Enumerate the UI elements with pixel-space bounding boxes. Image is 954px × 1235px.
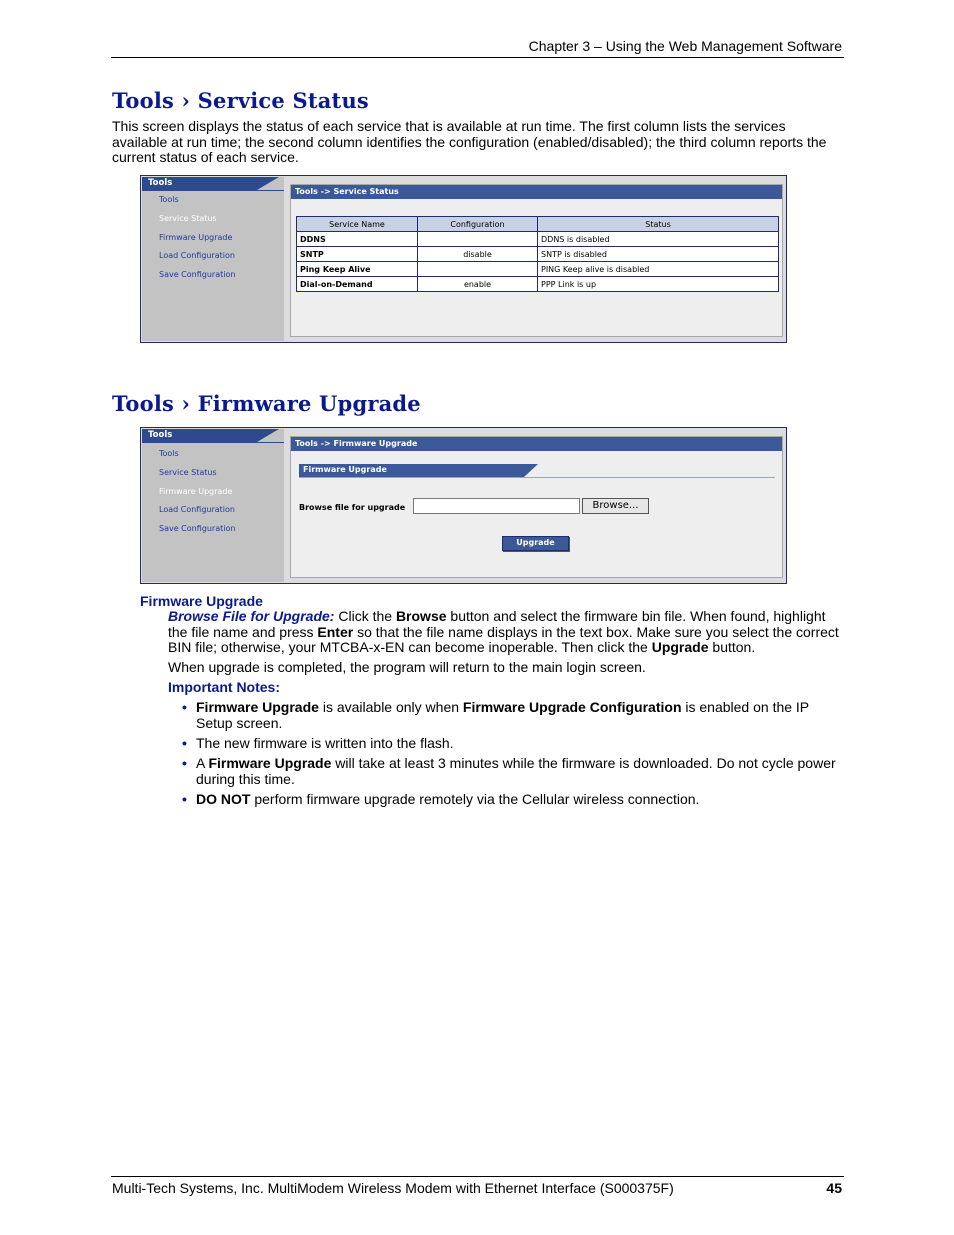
bullet-icon: • bbox=[182, 735, 187, 751]
section-heading-service-status: Tools › Service Status bbox=[112, 88, 369, 113]
file-path-input[interactable] bbox=[413, 498, 580, 514]
firmware-upgrade-screenshot bbox=[140, 427, 787, 584]
table-row: Ping Keep Alive PING Keep alive is disabled bbox=[297, 262, 779, 277]
section-heading-firmware-upgrade: Tools › Firmware Upgrade bbox=[112, 391, 421, 416]
nav-item-tools[interactable]: Tools bbox=[159, 195, 179, 204]
bullet-icon: • bbox=[182, 791, 187, 807]
table-header: Configuration bbox=[418, 217, 538, 232]
important-notes-heading: Important Notes: bbox=[168, 679, 280, 695]
content-title-bar: Tools -> Firmware Upgrade bbox=[291, 437, 782, 451]
service-status-screenshot bbox=[140, 175, 787, 343]
list-item: • The new firmware is written into the flash. bbox=[182, 735, 454, 751]
service-status-table bbox=[296, 216, 779, 292]
completion-paragraph: When upgrade is completed, the program will return to the main login screen. bbox=[168, 659, 646, 675]
service-status-description: This screen displays the status of each service that is available at run time. The first column lists the services available at run time; the second column identifies the configuration (enabled/disabled); the third column reports the current status of each service. bbox=[112, 118, 827, 166]
bullet-icon: • bbox=[182, 699, 187, 715]
nav-item-firmware-upgrade[interactable]: Firmware Upgrade bbox=[159, 487, 233, 496]
list-item: • Firmware Upgrade is available only when Firmware Upgrade Configuration is enabled on the IP Setup screen. bbox=[182, 699, 809, 731]
nav-item-service-status[interactable]: Service Status bbox=[159, 468, 217, 477]
nav-item-firmware-upgrade[interactable]: Firmware Upgrade bbox=[159, 233, 233, 242]
page-footer: Multi-Tech Systems, Inc. MultiModem Wireless Modem with Ethernet Interface (S000375F) bbox=[112, 1180, 674, 1196]
bullet-icon: • bbox=[182, 755, 187, 771]
page-number: 45 bbox=[826, 1180, 842, 1196]
nav-item-load-configuration[interactable]: Load Configuration bbox=[159, 251, 235, 260]
firmware-upgrade-subheading: Firmware Upgrade bbox=[140, 593, 263, 609]
page-header: Chapter 3 – Using the Web Management Software bbox=[528, 38, 842, 54]
firmware-upgrade-subtab: Firmware Upgrade bbox=[299, 464, 524, 477]
table-header: Service Name bbox=[297, 217, 418, 232]
nav-item-service-status[interactable]: Service Status bbox=[159, 214, 217, 223]
service-status-content bbox=[290, 184, 783, 337]
footer-rule bbox=[111, 1176, 844, 1177]
firmware-upgrade-content bbox=[290, 436, 783, 578]
table-row: DDNS DDNS is disabled bbox=[297, 232, 779, 247]
upgrade-button[interactable]: Upgrade bbox=[502, 536, 569, 551]
table-header: Status bbox=[538, 217, 779, 232]
browse-file-paragraph: Browse File for Upgrade: Click the Browse button and select the firmware bin file. When found, highlight the file name and press Enter so that the file name displays in the text box. Make sure you select the correct BIN file; otherwise, your MTCBA-x-EN can become inoperable. Then click the Upgrade button. bbox=[168, 608, 839, 656]
table-row: SNTP disable SNTP is disabled bbox=[297, 247, 779, 262]
list-item: • DO NOT perform firmware upgrade remotely via the Cellular wireless connection. bbox=[182, 791, 700, 807]
left-nav-tab: Tools bbox=[142, 177, 257, 190]
browse-button[interactable]: Browse... bbox=[582, 498, 649, 514]
content-title-bar: Tools -> Service Status bbox=[291, 185, 782, 199]
left-nav-tab: Tools bbox=[142, 429, 257, 442]
nav-item-save-configuration[interactable]: Save Configuration bbox=[159, 270, 236, 279]
list-item: • A Firmware Upgrade will take at least 3 minutes while the firmware is downloaded. Do not cycle power during this time. bbox=[182, 755, 836, 787]
nav-item-load-configuration[interactable]: Load Configuration bbox=[159, 505, 235, 514]
nav-item-save-configuration[interactable]: Save Configuration bbox=[159, 524, 236, 533]
nav-item-tools[interactable]: Tools bbox=[159, 449, 179, 458]
browse-file-label: Browse file for upgrade bbox=[299, 503, 406, 512]
table-row: Dial-on-Demand enable PPP Link is up bbox=[297, 277, 779, 292]
header-rule bbox=[111, 57, 844, 58]
